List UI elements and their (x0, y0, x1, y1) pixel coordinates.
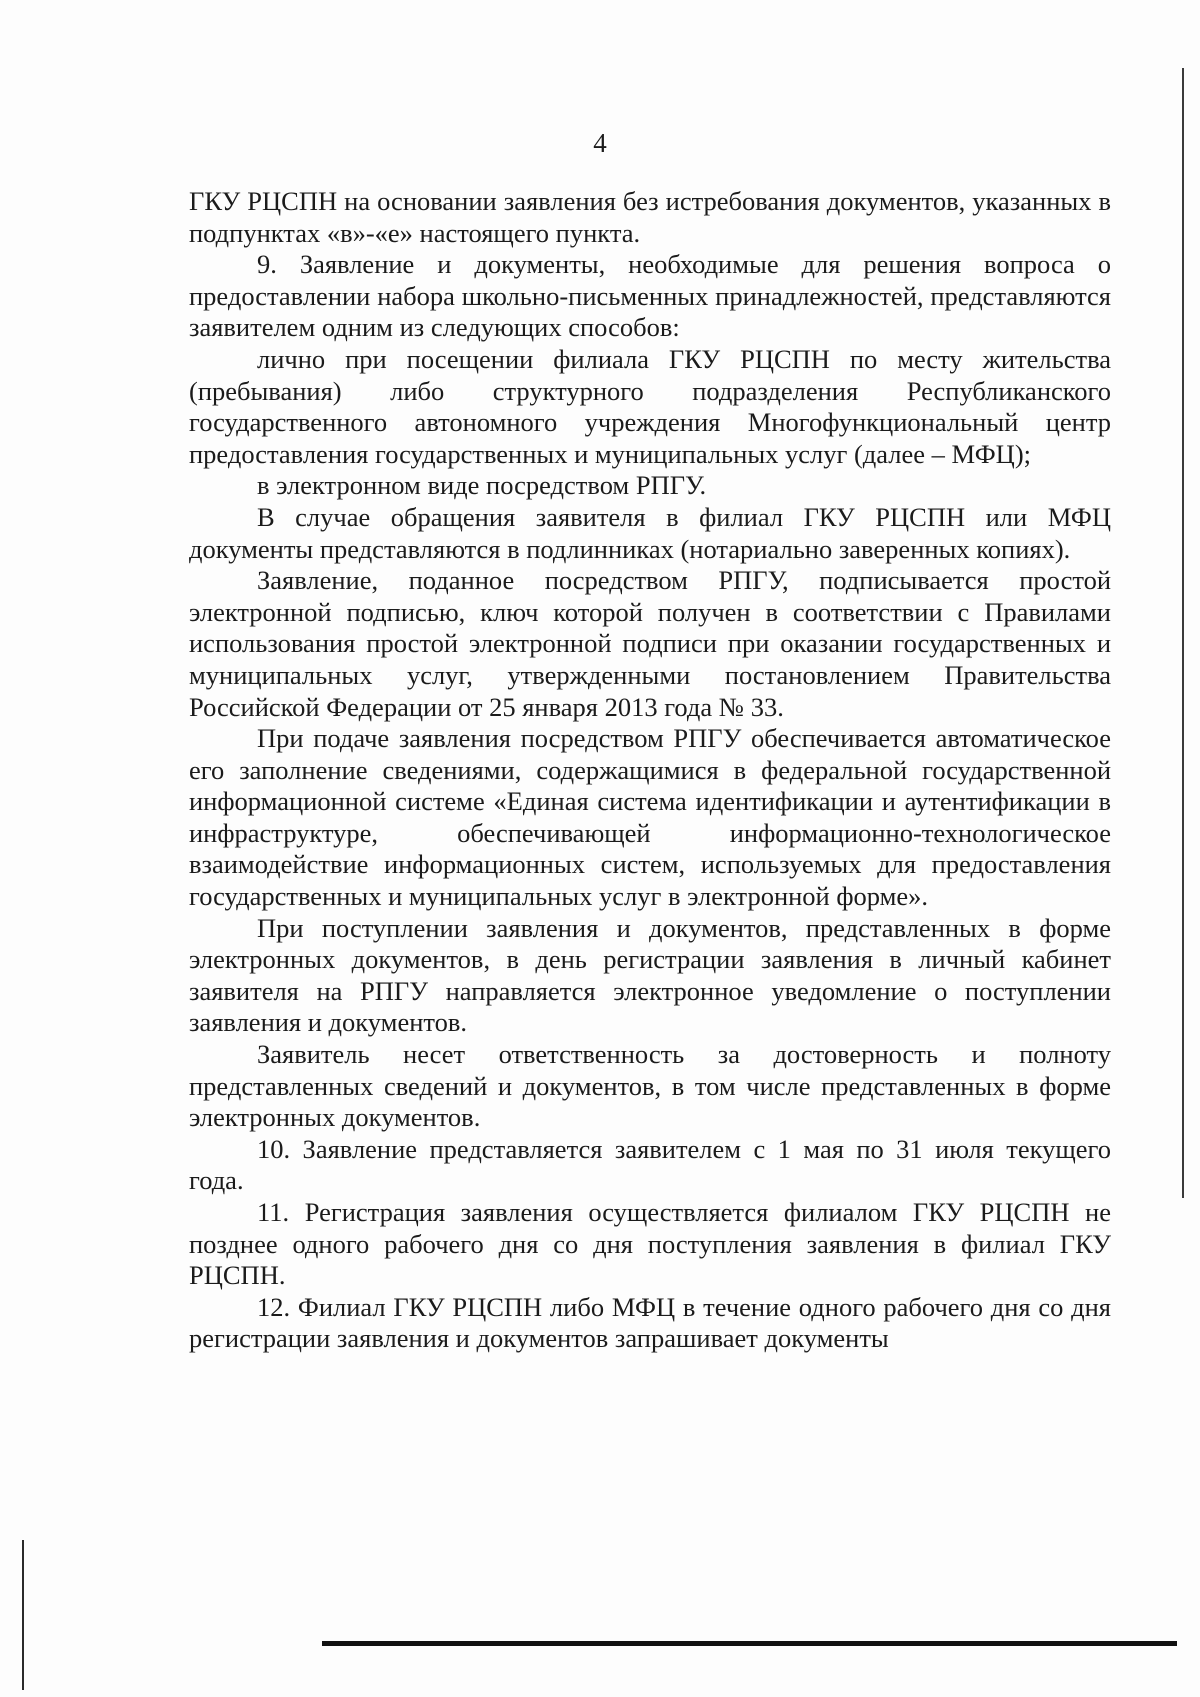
paragraph-originals: В случае обращения заявителя в филиал ГКУ РЦСПН или МФЦ документы представляются в подлинниках (нотариально заверенных копиях). (189, 501, 1111, 564)
scan-edge-line-bottom (322, 1641, 1177, 1646)
paragraph-item-10: 10. Заявление представляется заявителем с 1 мая по 31 июля текущего года. (189, 1133, 1111, 1196)
page-number: 4 (593, 128, 607, 158)
paragraph-item-12: 12. Филиал ГКУ РЦСПН либо МФЦ в течение одного рабочего дня со дня регистрации заявления и документов запрашивает документы (189, 1291, 1111, 1354)
paragraph-item-11: 11. Регистрация заявления осуществляется филиалом ГКУ РЦСПН не позднее одного рабочего дня со дня поступления заявления в филиал ГКУ РЦСПН. (189, 1197, 1111, 1291)
paragraph-method-in-person: лично при посещении филиала ГКУ РЦСПН по месту жительства (пребывания) либо структурного подразделения Республиканского государственного автономного учреждения Многофункциональный центр предоставления государственных и муниципальных услуг (далее – МФЦ); (189, 343, 1111, 469)
paragraph-electronic-signature: Заявление, поданное посредством РПГУ, подписывается простой электронной подписью, ключ которой получен в соответствии с Правилами использования простой электронной подписи при оказании государственных и муниципальных услуг, утвержденными постановлением Правительства Российской Федерации от 25 января 2013 года № 33. (189, 565, 1111, 722)
scan-edge-line-left (22, 1540, 24, 1690)
paragraph-auto-fill: При подаче заявления посредством РПГУ обеспечивается автоматическое его заполнение сведениями, содержащимися в федеральной государственной информационной системе «Единая система идентификации и аутентификации в инфраструктуре, обеспечивающей информационно-технологическое взаимодействие информационных систем, используемых для предоставления государственных и муниципальных услуг в электронной форме». (189, 723, 1111, 912)
document-body (189, 186, 1111, 1355)
paragraph-item-9: 9. Заявление и документы, необходимые для решения вопроса о предоставлении набора школьно-письменных принадлежностей, представляются заявителем одним из следующих способов: (189, 249, 1111, 343)
scan-edge-line-right (1182, 68, 1184, 1198)
paragraph-continuation: ГКУ РЦСПН на основании заявления без истребования документов, указанных в подпунктах «в»-«е» настоящего пункта. (189, 186, 1111, 248)
paragraph-notification: При поступлении заявления и документов, представленных в форме электронных документов, в день регистрации заявления в личный кабинет заявителя на РПГУ направляется электронное уведомление о поступлении заявления и документов. (189, 912, 1111, 1038)
paragraph-method-electronic: в электронном виде посредством РПГУ. (257, 470, 707, 501)
paragraph-responsibility: Заявитель несет ответственность за достоверность и полноту представленных сведений и документов, в том числе представленных в форме электронных документов. (189, 1039, 1111, 1133)
